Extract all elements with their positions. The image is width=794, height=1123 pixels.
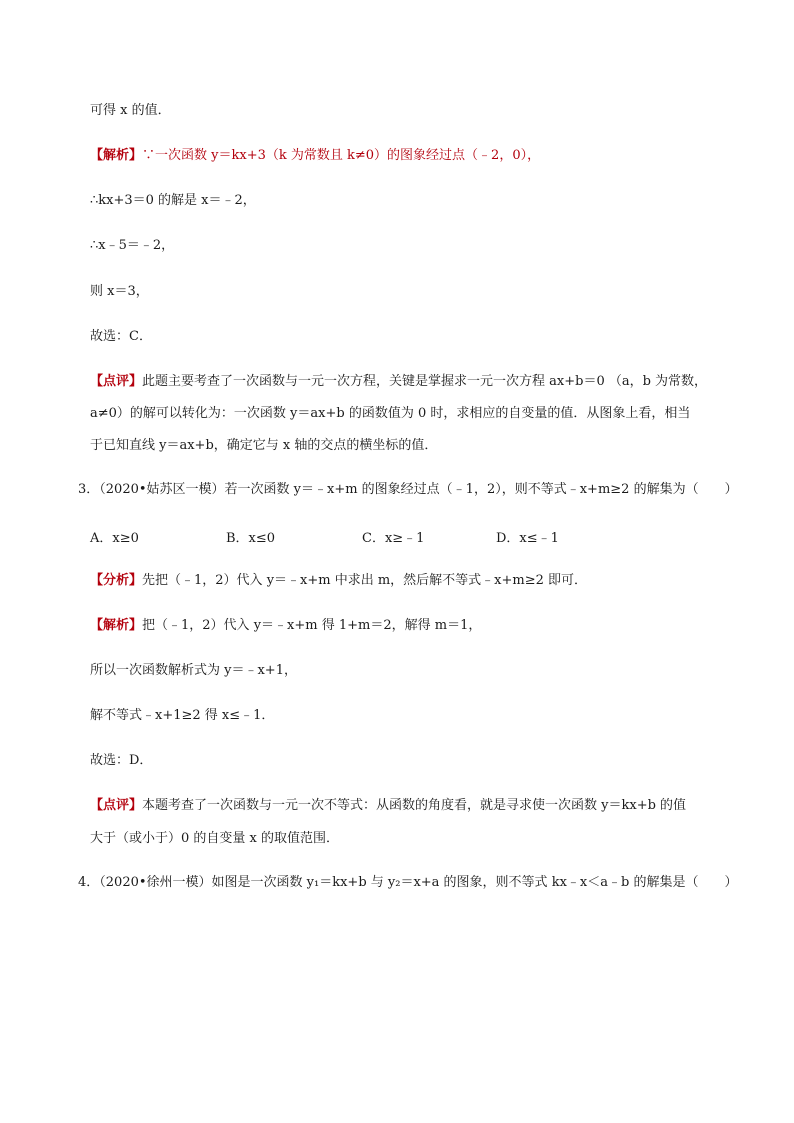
review-tag: 【点评】 [90,798,143,813]
q3-analysis-line [90,617,481,635]
q2-answer: 故选：C． [90,329,152,344]
q2-review-line-1 [90,373,707,391]
q2-step-2: ∴x﹣5＝﹣2， [90,238,175,253]
q3-answer: 故选：D． [90,753,153,768]
q2-review-line-3: 于已知直线 y＝ax+b，确定它与 x 轴的交点的横坐标的值． [90,438,438,453]
q3-analysis-text: 把（﹣1，2）代入 y＝﹣x+m 得 1+m＝2，解得 m＝1， [142,618,482,633]
q3-option-d: D．x≤﹣1 [496,531,559,546]
q3-option-b: B．x≤0 [226,531,276,546]
q2-review-text-1: 此题主要考查了一次函数与一元一次方程，关键是掌握求一元一次方程 ax+b＝0 （a，b 为常数， [142,374,708,389]
analysis-tag: 【解析】 [90,148,143,163]
q3-stem: 3．（2020•姑苏区一模）若一次函数 y＝﹣x+m 的图象经过点（﹣1，2），则不等式﹣x+m≥2 的解集为（ ） [78,482,738,497]
q2-analysis-line [90,147,540,165]
q2-step-3: 则 x＝3， [90,284,149,299]
q3-review-text-1: 本题考查了一次函数与一元一次不等式：从函数的角度看，就是寻求使一次函数 y＝kx+b 的值 [142,798,687,813]
q3-review-line-2: 大于（或小于）0 的自变量 x 的取值范围． [90,831,339,846]
q3-option-c: C．x≥﹣1 [362,531,425,546]
q3-hint-line [90,572,587,590]
q3-step-2: 解不等式﹣x+1≥2 得 x≤﹣1． [90,708,275,723]
q3-step-1: 所以一次函数解析式为 y＝﹣x+1， [90,663,297,678]
q4-stem: 4．（2020•徐州一模）如图是一次函数 y₁＝kx+b 与 y₂＝x+a 的图象，则不等式 kx﹣x＜a﹣b 的解集是（ ） [78,875,738,890]
hint-tag: 【分析】 [90,573,143,588]
q3-option-a: A．x≥0 [90,531,139,546]
q2-step-1: ∴kx+3＝0 的解是 x＝﹣2， [90,193,256,208]
q2-intro-line: 可得 x 的值． [90,103,171,118]
review-tag: 【点评】 [90,374,143,389]
q3-review-line-1 [90,797,686,815]
q3-hint-text: 先把（﹣1，2）代入 y＝﹣x+m 中求出 m，然后解不等式﹣x+m≥2 即可． [142,573,588,588]
q2-review-line-2: a≠0）的解可以转化为：一次函数 y＝ax+b 的函数值为 0 时，求相应的自变量的值．从图象上看，相当 [90,406,691,421]
q2-analysis-text: ∵一次函数 y＝kx+3（k 为常数且 k≠0）的图象经过点（﹣2，0）， [142,148,541,163]
analysis-tag: 【解析】 [90,618,143,633]
